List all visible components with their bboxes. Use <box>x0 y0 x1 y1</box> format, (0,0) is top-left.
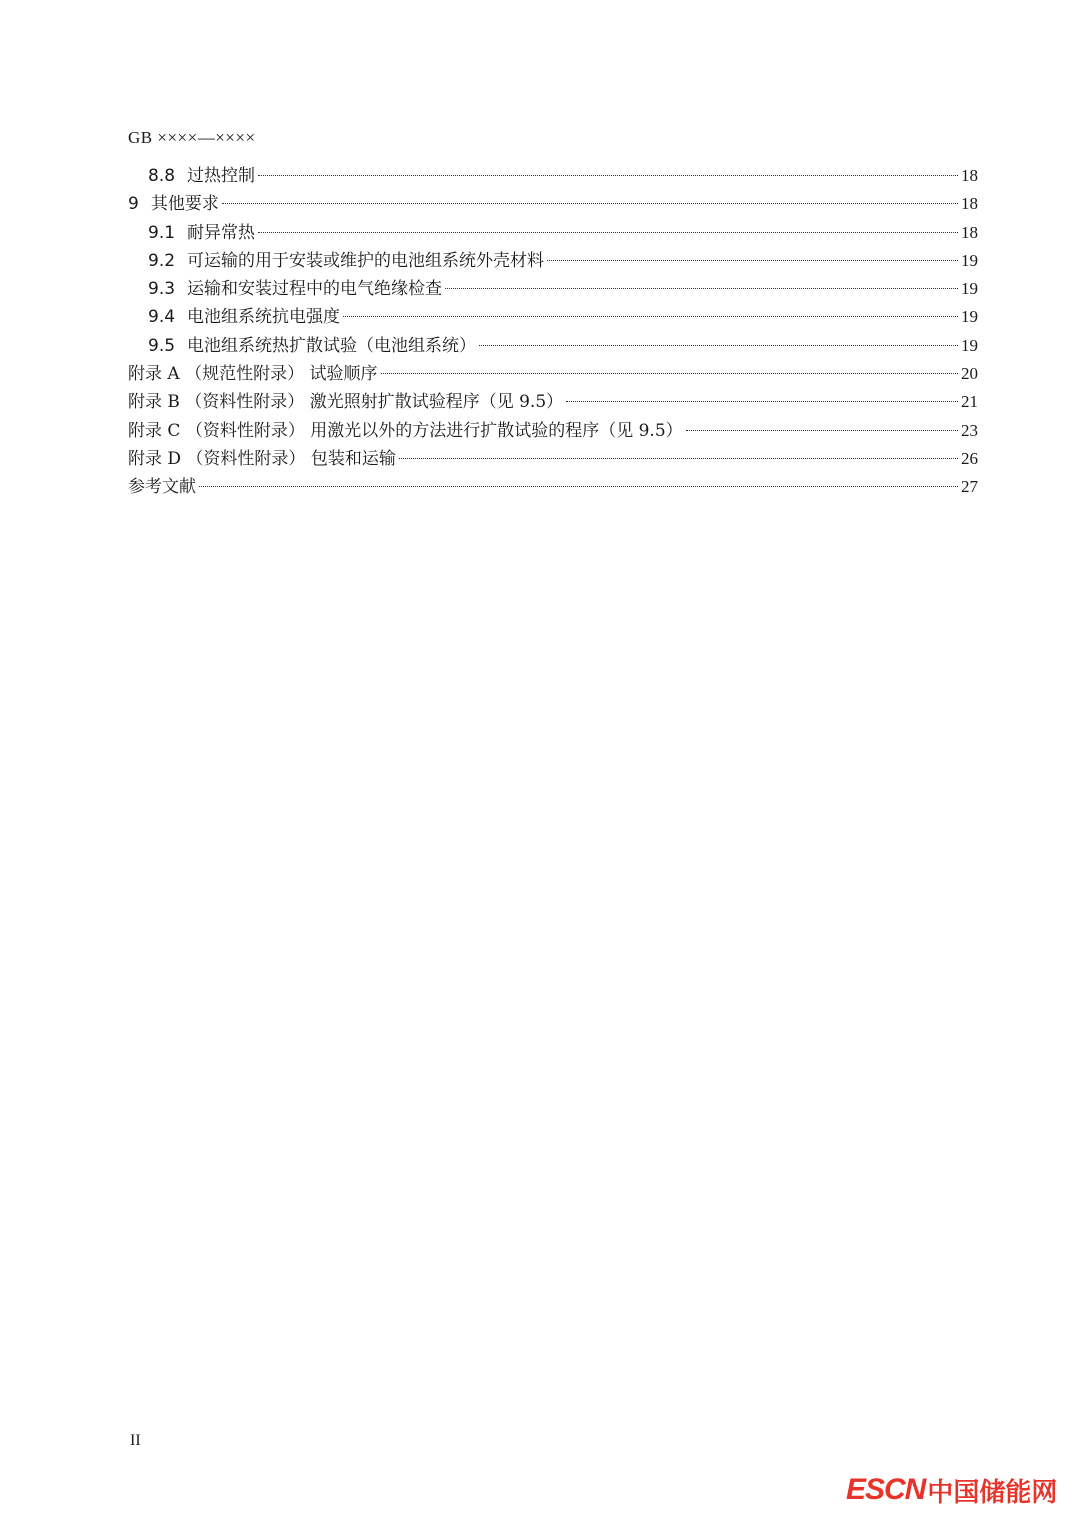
toc-dot-leader <box>258 175 958 176</box>
toc-entry-page: 19 <box>961 279 978 299</box>
toc-dot-leader <box>686 430 958 431</box>
toc-entry-number: 9.4 <box>148 307 176 328</box>
toc-dot-leader <box>479 345 958 346</box>
toc-entry-title: 附录 C （资料性附录） 用激光以外的方法进行扩散试验的程序（见 9.5） <box>128 420 683 441</box>
toc-dot-leader <box>343 316 958 317</box>
toc-entry-title: 参考文献 <box>128 477 196 498</box>
toc-entry-number: 9.1 <box>148 222 176 243</box>
toc-entry-title: 附录 D （资料性附录） 包装和运输 <box>128 448 396 469</box>
toc-entry-number: 9.3 <box>148 279 176 300</box>
toc-entry[interactable] <box>128 162 978 190</box>
watermark-latin: ESCN <box>846 1473 926 1506</box>
toc-entry-title: 附录 A （规范性附录） 试验顺序 <box>128 364 378 385</box>
toc-dot-leader <box>258 232 958 233</box>
toc-entry-title: 可运输的用于安装或维护的电池组系统外壳材料 <box>187 250 545 271</box>
toc-entry-number: 9.2 <box>148 250 176 271</box>
toc-entry-title: 电池组系统抗电强度 <box>187 307 341 328</box>
watermark-logo <box>846 1470 1057 1510</box>
toc-entry-number: 9.5 <box>148 335 176 356</box>
toc-entry-page: 20 <box>961 364 978 384</box>
table-of-contents <box>128 162 978 502</box>
toc-entry-page: 23 <box>961 420 978 440</box>
toc-dot-leader <box>566 401 958 402</box>
toc-entry[interactable] <box>128 388 978 416</box>
toc-entry-page: 19 <box>961 335 978 355</box>
toc-entry-page: 27 <box>961 477 978 497</box>
toc-entry-page: 18 <box>961 166 978 185</box>
toc-dot-leader <box>547 260 958 261</box>
toc-entry-page: 26 <box>961 448 978 468</box>
toc-entry-title: 过热控制 <box>187 166 256 186</box>
toc-entry-title: 附录 B （资料性附录） 激光照射扩散试验程序（见 9.5） <box>128 392 564 413</box>
toc-entry[interactable] <box>128 332 978 360</box>
toc-entry-page: 18 <box>961 222 978 242</box>
toc-entry[interactable] <box>128 219 978 247</box>
toc-entry[interactable] <box>128 473 978 501</box>
toc-entry[interactable] <box>128 360 978 388</box>
toc-entry-page: 19 <box>961 307 978 327</box>
toc-dot-leader <box>222 203 958 204</box>
toc-entry-number: 8.8 <box>148 166 176 186</box>
toc-entry-number: 9 <box>128 194 139 215</box>
toc-entry[interactable] <box>128 275 978 303</box>
toc-entry-title: 其他要求 <box>150 194 219 215</box>
toc-entry-title: 耐异常热 <box>187 222 256 243</box>
toc-entry-title: 电池组系统热扩散试验（电池组系统） <box>187 335 477 356</box>
toc-entry[interactable] <box>128 445 978 473</box>
toc-dot-leader <box>445 288 958 289</box>
toc-entry[interactable] <box>128 190 978 218</box>
toc-dot-leader <box>199 486 958 487</box>
toc-entry-page: 18 <box>961 194 978 214</box>
toc-dot-leader <box>399 458 958 459</box>
toc-entry[interactable] <box>128 303 978 331</box>
toc-entry-title: 运输和安装过程中的电气绝缘检查 <box>187 279 443 300</box>
toc-dot-leader <box>381 373 959 374</box>
toc-entry-page: 19 <box>961 250 978 270</box>
document-header: GB ××××—×××× <box>128 128 256 147</box>
toc-entry[interactable] <box>128 417 978 445</box>
page-number: II <box>130 1432 141 1449</box>
watermark-cn: 中国储能网 <box>927 1477 1058 1508</box>
toc-entry[interactable] <box>128 247 978 275</box>
toc-entry-page: 21 <box>961 392 978 412</box>
